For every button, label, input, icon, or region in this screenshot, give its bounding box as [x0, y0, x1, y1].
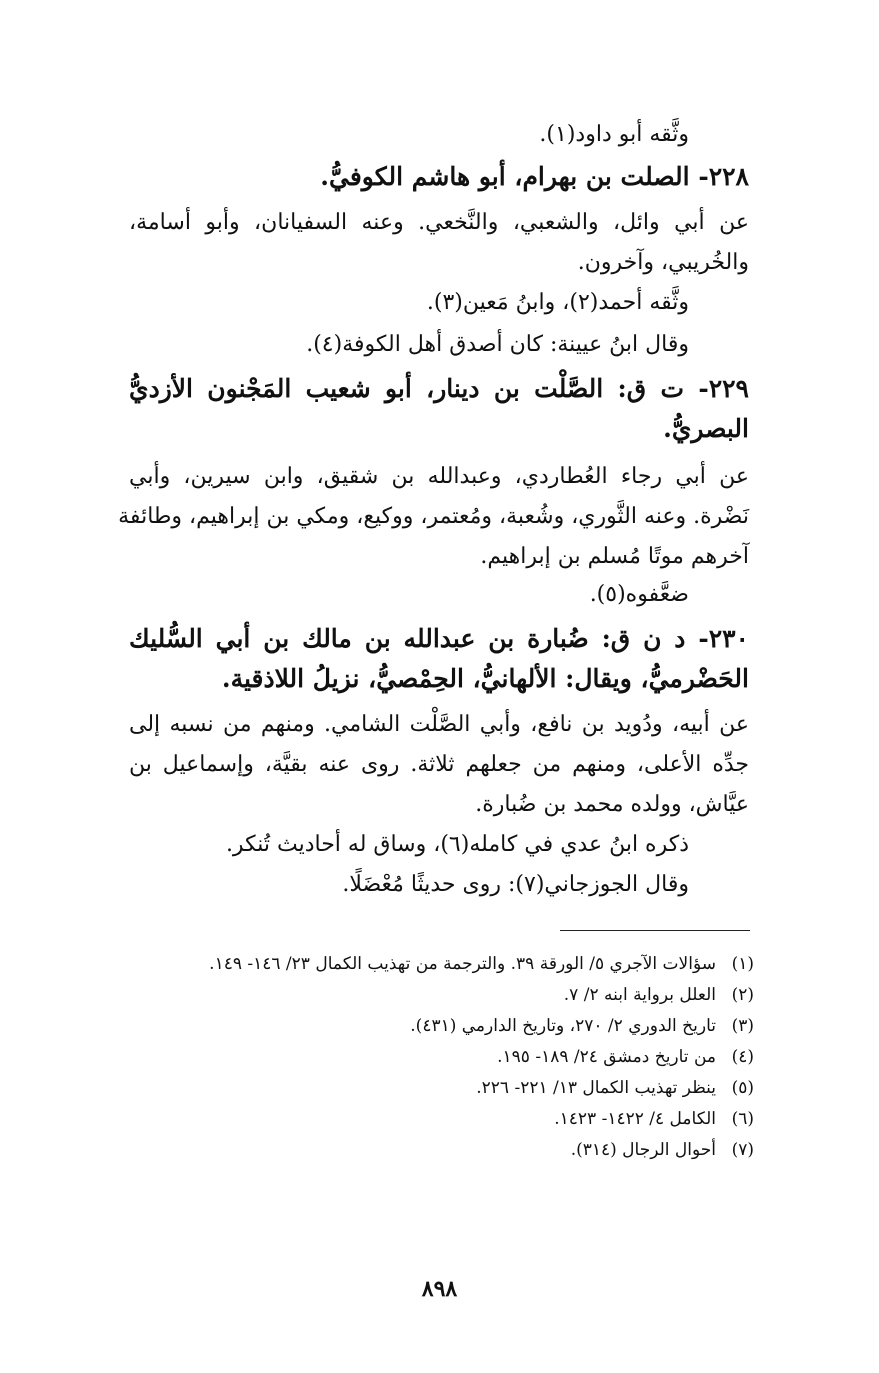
- body-line: وثَّقه أحمد(٢)، وابنُ مَعين(٣).: [426, 290, 689, 315]
- footnote-text: تاريخ الدوري ٢/ ٢٧٠، وتاريخ الدارمي (٤٣١).: [410, 1016, 716, 1036]
- footnote-number: (٧): [731, 1140, 754, 1160]
- body-line: ضعَّفوه(٥).: [589, 582, 689, 607]
- footnote-3: [129, 1012, 754, 1040]
- body-line: عن أبي رجاء العُطاردي، وعبدالله بن شقيق، وابن سيرين، وأبي: [129, 464, 749, 489]
- footnote-2: [129, 981, 754, 1009]
- footnote-separator: [560, 930, 750, 931]
- body-line: نَضْرة. وعنه الثَّوري، وشُعبة، ومُعتمر، ووكيع، ومكي بن إبراهيم، وطائفة: [118, 504, 749, 529]
- footnote-text: من تاريخ دمشق ٢٤/ ١٨٩- ١٩٥.: [497, 1047, 716, 1067]
- footnote-number: (٤): [731, 1047, 754, 1067]
- body-line: ذكره ابنُ عدي في كامله(٦)، وساق له أحاديث تُنكر.: [225, 832, 689, 857]
- footnote-number: (١): [731, 954, 754, 974]
- footnote-text: سؤالات الآجري ٥/ الورقة ٣٩. والترجمة من تهذيب الكمال ٢٣/ ١٤٦- ١٤٩.: [209, 954, 716, 974]
- footnote-6: [129, 1105, 754, 1133]
- footnote-number: (٢): [731, 985, 754, 1005]
- footnote-1: [129, 950, 754, 978]
- body-line: وثَّقه أبو داود(١).: [539, 122, 689, 147]
- footnote-5: [129, 1074, 754, 1102]
- body-line: والخُريبي، وآخرون.: [577, 250, 749, 275]
- footnote-7: [129, 1136, 754, 1164]
- body-line: عن أبي وائل، والشعبي، والنَّخعي. وعنه السفيانان، وأبو أسامة،: [129, 210, 749, 235]
- body-line: وقال ابنُ عيينة: كان أصدق أهل الكوفة(٤).: [306, 332, 689, 357]
- footnote-text: أحوال الرجال (٣١٤).: [570, 1140, 716, 1160]
- entry-heading-230-cont: الحَضْرميُّ، ويقال: الألهانيُّ، الحِمْصيُّ، نزيلُ اللاذقية.: [221, 664, 749, 693]
- footnote-4: [129, 1043, 754, 1071]
- body-line: عن أبيه، ودُويد بن نافع، وأبي الصَّلْت الشامي. ومنهم من نسبه إلى: [129, 712, 749, 737]
- body-line: جدِّه الأعلى، ومنهم من جعلهم ثلاثة. روى عنه بقيَّة، وإسماعيل بن: [129, 752, 749, 777]
- footnote-number: (٦): [731, 1109, 754, 1129]
- footnote-text: العلل برواية ابنه ٢/ ٧.: [563, 985, 716, 1005]
- body-line: وقال الجوزجاني(٧): روى حديثًا مُعْضَلًا.: [342, 872, 689, 897]
- footnote-number: (٥): [731, 1078, 754, 1098]
- footnote-number: (٣): [731, 1016, 754, 1036]
- entry-heading-230: ٢٣٠- د ن ق: ضُبارة بن عبدالله بن مالك بن أبي السُّليك: [129, 624, 749, 653]
- body-line: عيَّاش، وولده محمد بن ضُبارة.: [475, 792, 749, 817]
- body-line: آخرهم موتًا مُسلم بن إبراهيم.: [480, 544, 749, 569]
- entry-heading-229-cont: البصريُّ.: [663, 414, 749, 443]
- footnote-text: ينظر تهذيب الكمال ١٣/ ٢٢١- ٢٢٦.: [476, 1078, 716, 1098]
- footnote-text: الكامل ٤/ ١٤٢٢- ١٤٢٣.: [554, 1109, 716, 1129]
- entry-heading-229: ٢٢٩- ت ق: الصَّلْت بن دينار، أبو شعيب المَجْنون الأزديُّ: [129, 374, 749, 403]
- page-number: ٨٩٨: [421, 1276, 458, 1302]
- entry-heading-228: ٢٢٨- الصلت بن بهرام، أبو هاشم الكوفيُّ.: [320, 162, 749, 191]
